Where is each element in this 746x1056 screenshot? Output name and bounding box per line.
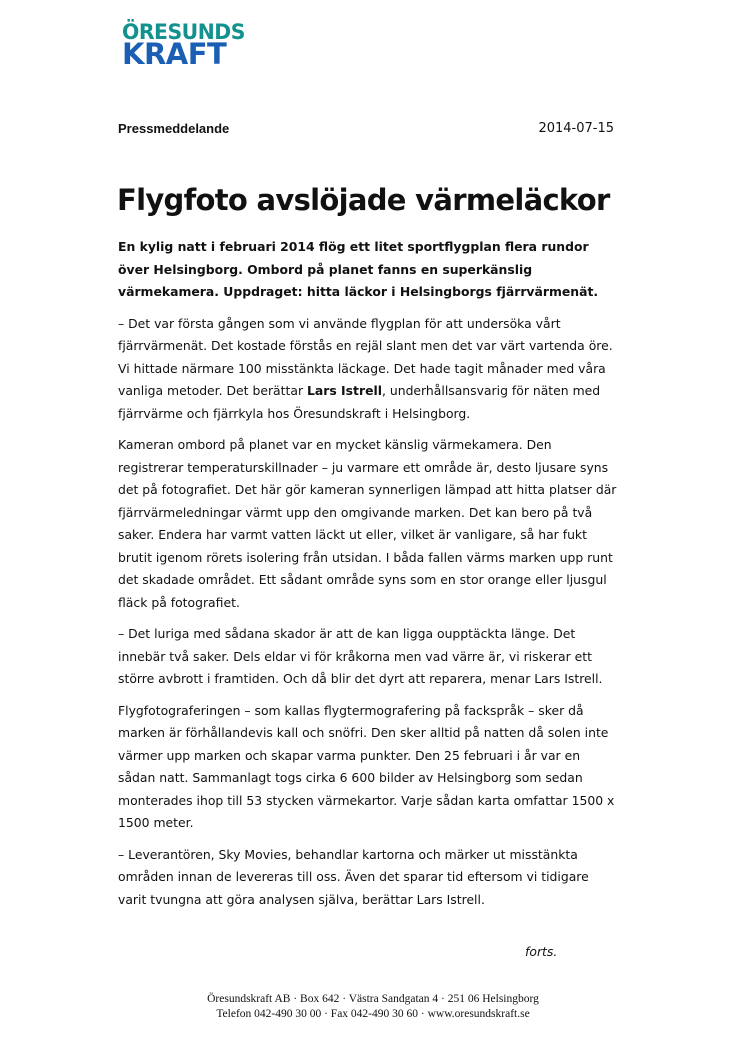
paragraph-3: – Det luriga med sådana skador är att de kan ligga oupptäckta länge. Det innebär två saker. Dels eldar vi för kråkorna men vad värre är, vi riskerar ett större avbrott i framtiden. Och då blir det dyrt att reparera, menar Lars Istrell. [118,626,603,686]
article-lead: En kylig natt i februari 2014 flög ett litet sportflygplan flera rundor över Helsingborg. Ombord på planet fanns en superkänslig värmekamera. Uppdraget: hitta läckor i Helsingborgs fjärrvärmenät. [118,239,599,299]
paragraph-2: Kameran ombord på planet var en mycket känslig värmekamera. Den registrerar temperaturskillnader – ju varmare ett område är, desto ljusare syns det på fotografiet. Det här gör kameran synnerligen lämpad att hitta platser där fjärrvärmeledningar värmt upp den omgivande marken. Det kan bero på två saker. Endera har varmt vatten läckt ut eller, vilket är vanligare, så har fukt brutit igenom rörets isolering från utsidan. I båda fallen värms marken upp runt det skadade området. Ett sådant område syns som en stor orange eller ljusgul fläck på fotografiet. [118,437,617,610]
company-logo [122,22,252,69]
article-title: Flygfoto avslöjade värmeläckor [117,183,610,217]
document-meta [118,121,616,136]
document-type-label: Pressmeddelande [118,121,230,136]
footer-contact: Telefon 042-490 30 00 · Fax 042-490 30 60 · www.oresundskraft.se [216,1008,530,1020]
logo-text-kraft: KRAFT [122,37,227,71]
paragraph-5: – Leverantören, Sky Movies, behandlar kartorna och märker ut misstänkta områden innan de levereras till oss. Även det sparar tid eftersom vi tidigare varit tvungna att göra analysen själva, berättar Lars Istrell. [118,846,589,907]
article-body [118,236,618,920]
footer-address: Öresundskraft AB · Box 642 · Västra Sandgatan 4 · 251 06 Helsingborg [207,993,539,1005]
document-date: 2014-07-15 [538,121,614,136]
continued-note: forts. [525,944,558,959]
logo-text-oresunds: ÖRESUNDS [122,20,245,44]
paragraph-1-text-end: , underhållsansvarig för näten med fjärrvärme och fjärrkyla hos Öresundskraft i Helsingborg. [118,383,601,421]
paragraph-1-text: – Det var första gången som vi använde flygplan för att undersöka vårt fjärrvärmenät. Det kostade förstås en rejäl slant men det var värt vartenda öre. Vi hittade närmare 100 misstänkta läckage. Det hade tagit månader med våra vanliga metoder. Det berättar [118,315,613,398]
paragraph-1 [118,313,618,426]
person-name: Lars Istrell [307,383,382,398]
page-footer [0,992,746,1022]
paragraph-4: Flygfotograferingen – som kallas flygtermografering på fackspråk – sker då marken är förhållandevis kall och snöfri. Den sker alltid på natten då solen inte värmer upp marken och skapar varma punkter. Den 25 februari i år var en sådan natt. Sammanlagt togs cirka 6 600 bilder av Helsingborg som sedan monterades ihop till 53 stycken värmekartor. Varje sådan karta omfattar 1500 x 1500 meter. [118,702,615,830]
